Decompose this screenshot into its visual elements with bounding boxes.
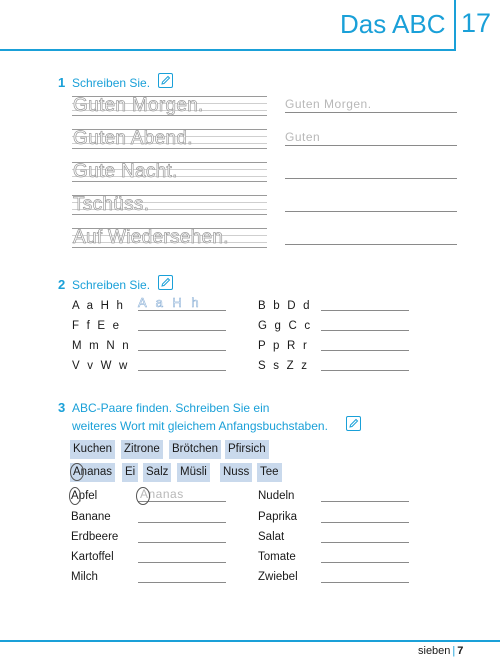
word-chip[interactable]: Salz bbox=[143, 463, 171, 482]
word-label: Apfel bbox=[71, 490, 98, 502]
word-write-line[interactable] bbox=[138, 487, 226, 502]
letter-write-line[interactable] bbox=[138, 359, 226, 371]
word-chip[interactable]: Pfirsich bbox=[225, 440, 269, 459]
word-write-line[interactable] bbox=[138, 571, 226, 583]
footer-rule bbox=[0, 640, 500, 642]
chapter-title: Das ABC bbox=[340, 9, 446, 39]
answer-line-5[interactable] bbox=[285, 229, 457, 245]
answer-line-1[interactable] bbox=[285, 97, 457, 113]
letter-write-line[interactable] bbox=[321, 339, 409, 351]
greeting-row-4 bbox=[72, 195, 267, 215]
letter-pair: B b D d bbox=[258, 300, 312, 312]
task-3-instruction-line-1: ABC-Paare finden. Schreiben Sie ein bbox=[72, 401, 270, 415]
word-label: Salat bbox=[258, 531, 285, 543]
word-write-line[interactable] bbox=[321, 511, 409, 523]
letter-write-line[interactable] bbox=[138, 295, 226, 311]
word-label: Nudeln bbox=[258, 490, 295, 502]
word-chip[interactable]: Kuchen bbox=[70, 440, 115, 459]
word-label: Kartoffel bbox=[71, 551, 114, 563]
header-divider bbox=[454, 0, 456, 51]
letter-pair: P p R r bbox=[258, 340, 309, 352]
word-chip[interactable]: Brötchen bbox=[169, 440, 221, 459]
word-label: Paprika bbox=[258, 511, 297, 523]
word-label: Zwiebel bbox=[258, 571, 298, 583]
greeting-outline: Guten Morgen. bbox=[73, 95, 204, 116]
task-3-number: 3 bbox=[58, 400, 66, 415]
letter-pair: A a H h bbox=[72, 300, 126, 312]
greeting-outline: Auf Wiedersehen. bbox=[73, 227, 229, 248]
word-write-line[interactable] bbox=[321, 551, 409, 563]
circled-letter-mark bbox=[70, 463, 84, 481]
page-number: 7 bbox=[457, 645, 464, 657]
letter-pair: F f E e bbox=[72, 320, 122, 332]
greeting-row-1 bbox=[72, 96, 267, 116]
greeting-row-2 bbox=[72, 129, 267, 149]
answer-line-3[interactable] bbox=[285, 163, 457, 179]
pencil-icon bbox=[158, 275, 173, 290]
word-write-line[interactable] bbox=[138, 551, 226, 563]
greeting-row-5 bbox=[72, 228, 267, 248]
answer-line-2[interactable] bbox=[285, 130, 457, 146]
greeting-outline: Gute Nacht. bbox=[73, 161, 178, 182]
word-write-line[interactable] bbox=[138, 531, 226, 543]
word-write-line[interactable] bbox=[138, 511, 226, 523]
task-3-instruction-line-2: weiteres Wort mit gleichem Anfangsbuchstaben. bbox=[72, 419, 328, 433]
task-1-instruction: Schreiben Sie. bbox=[72, 76, 151, 90]
letter-pair: M m N n bbox=[72, 340, 131, 352]
letter-write-line[interactable] bbox=[321, 319, 409, 331]
letter-pair: G g C c bbox=[258, 320, 313, 332]
circled-letter-mark bbox=[136, 487, 150, 505]
header-rule bbox=[0, 49, 454, 51]
answer-trace: Guten Morgen. bbox=[285, 97, 372, 111]
word-chip[interactable]: Zitrone bbox=[121, 440, 163, 459]
task-1-number: 1 bbox=[58, 75, 66, 90]
greeting-row-3 bbox=[72, 162, 267, 182]
letter-write-line[interactable] bbox=[138, 319, 226, 331]
task-2-number: 2 bbox=[58, 277, 66, 292]
letter-trace: A a H h bbox=[138, 295, 202, 310]
letter-write-line[interactable] bbox=[321, 299, 409, 311]
word-write-line[interactable] bbox=[321, 531, 409, 543]
word-label: Erdbeere bbox=[71, 531, 119, 543]
pencil-icon bbox=[158, 73, 173, 88]
task-2-instruction: Schreiben Sie. bbox=[72, 278, 151, 292]
word-chip[interactable]: Tee bbox=[257, 463, 282, 482]
word-chip[interactable]: Ei bbox=[122, 463, 138, 482]
letter-pair: V v W w bbox=[72, 360, 130, 372]
chapter-number: 17 bbox=[461, 8, 492, 38]
page-word: sieben bbox=[418, 645, 451, 657]
word-write-line[interactable] bbox=[321, 571, 409, 583]
word-label: Tomate bbox=[258, 551, 296, 563]
letter-write-line[interactable] bbox=[138, 339, 226, 351]
letter-write-line[interactable] bbox=[321, 359, 409, 371]
circled-letter-mark bbox=[69, 487, 81, 505]
word-chip[interactable]: Müsli bbox=[177, 463, 210, 482]
answer-line-4[interactable] bbox=[285, 196, 457, 212]
page-footer bbox=[418, 645, 463, 657]
greeting-outline: Guten Abend. bbox=[73, 128, 193, 149]
footer-separator: | bbox=[452, 645, 456, 657]
word-label: Milch bbox=[71, 571, 98, 583]
word-chip[interactable]: Ananas bbox=[70, 463, 115, 482]
answer-trace: Guten bbox=[285, 130, 321, 144]
word-label: Banane bbox=[71, 511, 111, 523]
greeting-outline: Tschüss. bbox=[73, 194, 150, 215]
word-write-line[interactable] bbox=[321, 490, 409, 502]
word-chip[interactable]: Nuss bbox=[220, 463, 252, 482]
pencil-icon bbox=[346, 416, 361, 431]
example-trace: Ananas bbox=[140, 487, 184, 501]
letter-pair: S s Z z bbox=[258, 360, 310, 372]
